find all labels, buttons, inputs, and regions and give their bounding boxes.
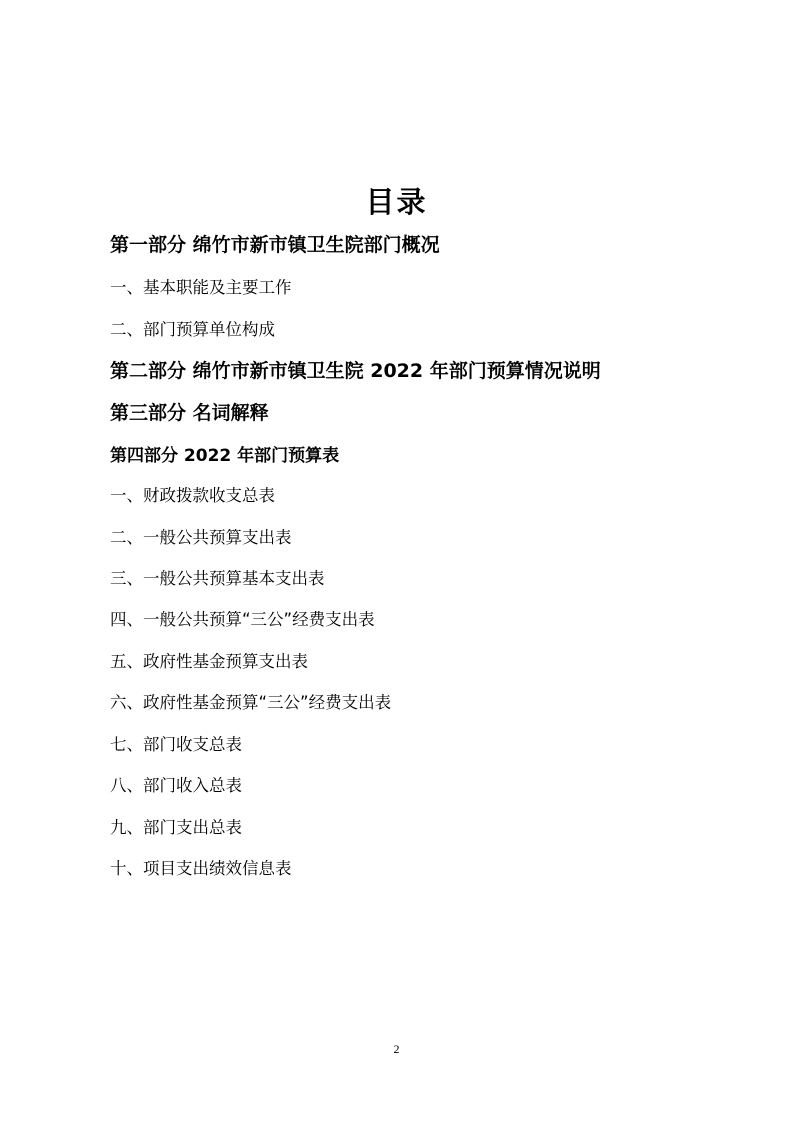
toc-table-item[interactable]: 一、财政拨款收支总表: [110, 486, 275, 505]
toc-part-1-item-1[interactable]: 一、基本职能及主要工作: [110, 278, 292, 297]
toc-table-item[interactable]: 六、政府性基金预算“三公”经费支出表: [110, 693, 392, 712]
toc-table-item[interactable]: 十、项目支出绩效信息表: [110, 859, 292, 878]
toc-part-3[interactable]: 第三部分 名词解释: [110, 402, 269, 424]
toc-table-item[interactable]: 五、政府性基金预算支出表: [110, 652, 308, 671]
toc-title: 目录: [365, 185, 428, 219]
page-number: 2: [393, 1042, 400, 1056]
toc-table-item[interactable]: 三、一般公共预算基本支出表: [110, 569, 325, 588]
toc-part-1[interactable]: 第一部分 绵竹市新市镇卫生院部门概况: [110, 234, 440, 256]
toc-table-item[interactable]: 九、部门支出总表: [110, 818, 242, 837]
toc-table-item[interactable]: 四、一般公共预算“三公”经费支出表: [110, 610, 375, 629]
toc-part-4[interactable]: 第四部分 2022 年部门预算表: [110, 446, 340, 466]
toc-part-2[interactable]: 第二部分 绵竹市新市镇卫生院 2022 年部门预算情况说明: [110, 360, 601, 382]
toc-table-item[interactable]: 七、部门收支总表: [110, 735, 242, 754]
toc-part-1-item-2[interactable]: 二、部门预算单位构成: [110, 320, 275, 339]
toc-table-item[interactable]: 二、一般公共预算支出表: [110, 528, 292, 547]
toc-table-item[interactable]: 八、部门收入总表: [110, 776, 242, 795]
